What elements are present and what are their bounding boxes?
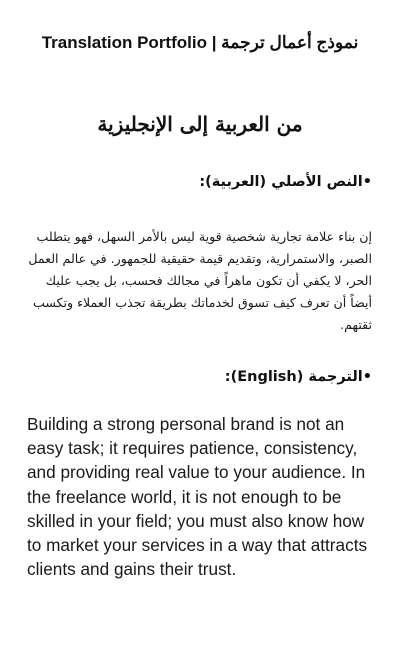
translation-heading: •الترجمة (English): bbox=[224, 369, 372, 385]
original-arabic-paragraph: إن بناء علامة تجارية شخصية قوية ليس بالأمر السهل، فهو يتطلب الصبر، والاستمرارية، وتقديم قيمة حقيقية للجمهور. في عالم العمل الحر، لا يكفي أن تكون ماهراً في مجالك فحسب، بل يجب عليك أيضاً أن تعرف كيف تسوق لخدماتك بطريقة تجذب العملاء وتكسب ثقتهم. bbox=[28, 229, 372, 332]
english-translation-paragraph: Building a strong personal brand is not an easy task; it requires patience, consistency, and providing real value to your audience. In the freelance world, it is not enough to be skilled in your field; you must also know how to market your services in a way that attracts clients and gains their trust. bbox=[27, 414, 368, 580]
language-pair-title: من العربية إلى الإنجليزية bbox=[97, 112, 303, 136]
original-text-heading: •النص الأصلي (العربية): bbox=[199, 174, 372, 190]
portfolio-title: نموذج أعمال ترجمة | Translation Portfolio bbox=[41, 33, 359, 52]
